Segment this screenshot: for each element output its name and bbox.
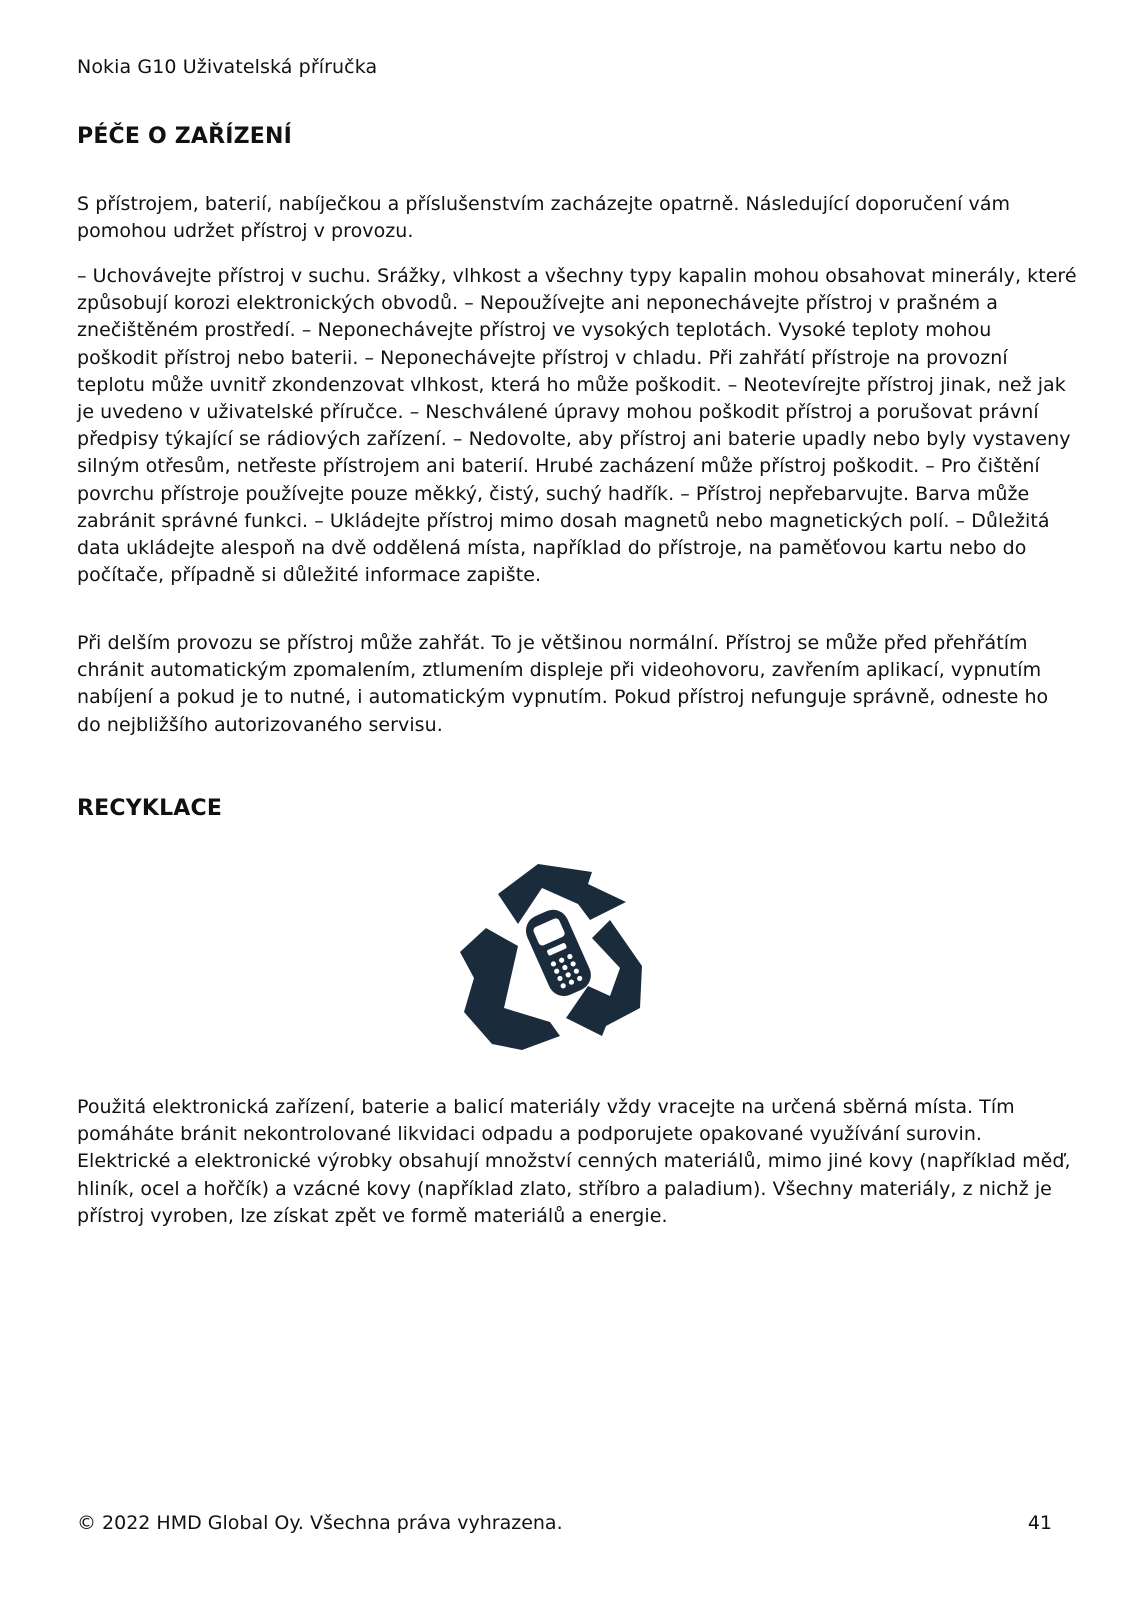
care-instructions-paragraph: – Uchovávejte přístroj v suchu. Srážky, vlhkost a všechny typy kapalin mohou obsahovat minerály, které způsobují korozi elektronických obvodů. – Nepoužívejte ani neponechávejte přístroj v prašném a znečištěném prostředí. – Neponechávejte přístroj ve vysokých teplotách. Vysoké teploty mohou poškodit přístroj nebo baterii. – Neponechávejte přístroj v chladu. Při zahřátí přístroje na provozní teplotu může uvnitř zkondenzovat vlhkost, která ho může poškodit. – Neotevírejte přístroj jinak, než jak je uvedeno v uživatelské příručce. – Neschválené úpravy mohou poškodit přístroj a porušovat právní předpisy týkající se rádiových zařízení. – Nedovolte, aby přístroj ani baterie upadly nebo byly vystaveny silným otřesům, netřeste přístrojem ani baterií. Hrubé zacházení může přístroj poškodit. – Pro čištění povrchu přístroje používejte pouze měkký, čistý, suchý hadřík. – Přístroj nepřebarvujte. Barva může zabránit správné funkci. – Ukládejte přístroj mimo dosah magnetů nebo magnetických polí. – Důležitá data ukládejte alespoň na dvě oddělená místa, například do přístroje, na paměťovou kartu nebo do počítače, případně si důležité informace zapište.: [77, 265, 1077, 587]
overheating-paragraph: Při delším provozu se přístroj může zahřát. To je většinou normální. Přístroj se může před přehřátím chránit automatickým zpomalením, ztlumením displeje při videohovoru, zavřením aplikací, vypnutím nabíjení a pokud je to nutné, i automatickým vypnutím. Pokud přístroj nefunguje správně, odneste ho do nejbližšího autorizovaného servisu.: [77, 632, 1049, 736]
copyright-footer: © 2022 HMD Global Oy. Všechna práva vyhrazena.: [77, 1512, 563, 1534]
recycle-phone-icon: [456, 858, 660, 1058]
section-heading-care: PÉČE O ZAŘÍZENÍ: [77, 124, 293, 149]
page-number: 41: [1027, 1512, 1052, 1534]
document-header: Nokia G10 Uživatelská příručka: [77, 56, 378, 78]
recycling-paragraph: Použitá elektronická zařízení, baterie a balicí materiály vždy vracejte na určená sběrná místa. Tím pomáháte bránit nekontrolované likvidaci odpadu a podporujete opakované využívání surovin. Elektrické a elektronické výrobky obsahují množství cenných materiálů, mimo jiné kovy (například měď, hliník, ocel a hořčík) a vzácné kovy (například zlato, stříbro a paladium). Všechny materiály, z nichž je přístroj vyroben, lze získat zpět ve formě materiálů a energie.: [77, 1096, 1071, 1227]
section-heading-recycling: RECYKLACE: [77, 796, 223, 821]
care-intro-paragraph: S přístrojem, baterií, nabíječkou a příslušenstvím zacházejte opatrně. Následující doporučení vám pomohou udržet přístroj v provozu.: [77, 193, 1011, 243]
